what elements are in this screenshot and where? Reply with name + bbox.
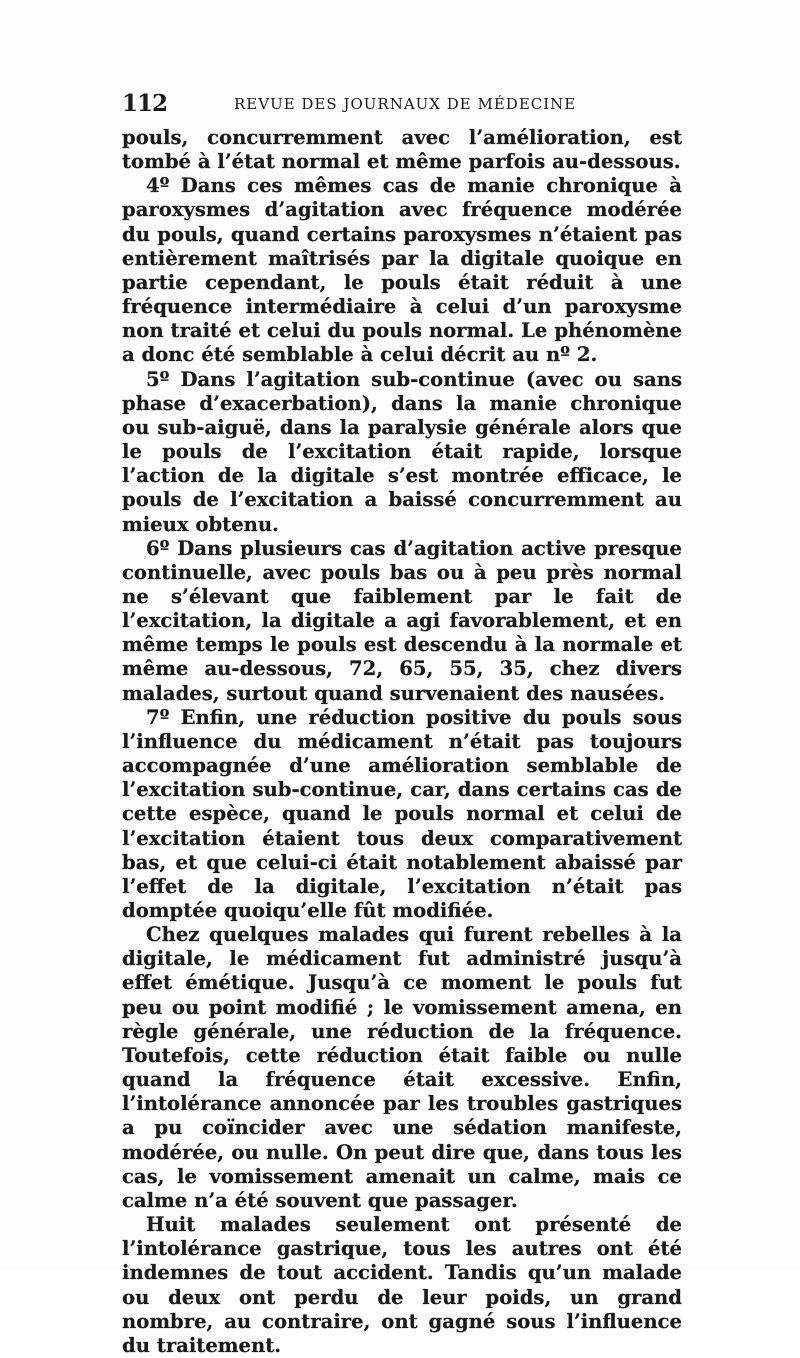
paragraph-continuation: pouls, concurremment avec l’amélioration, est tombé à l’état normal et même parfois au-dessous. — [122, 126, 682, 174]
paragraph-emetic-effect: Chez quelques malades qui furent rebelles à la digitale, le médicament fut administré jusqu’à effet émétique. Jusqu’à ce moment le pouls fut peu ou point modifié ; le vomissement amena, en règle générale, une réduction de la fréquence. Toutefois, cette réduction était faible ou nulle quand la fréquence était excessive. Enfin, l’intolérance annoncée par les troubles gastriques a pu coïncider avec une sédation manifeste, modérée, ou nulle. On peut dire que, dans tous les cas, le vomissement amenait un calme, mais ce calme n’a été souvent que passager. — [122, 923, 682, 1212]
journal-title: REVUE DES JOURNAUX DE MÉDECINE — [234, 95, 577, 113]
running-header — [122, 90, 682, 120]
paragraph-tolerance: Huit malades seulement ont présenté de l’intolérance gastrique, tous les autres ont été indemnes de tout accident. Tandis qu’un malade ou deux ont perdu de leur poids, un grand nombre, au contraire, ont gagné sous l’influence du traitement. — [122, 1213, 682, 1357]
paragraph-item-6: 6º Dans plusieurs cas d’agitation active presque continuelle, avec pouls bas ou à peu près normal ne s’élevant que faiblement par le fait de l’excitation, la digitale a agi favorablement, et en même temps le pouls est descendu à la normale et même au-dessous, 72, 65, 55, 35, chez divers malades, surtout quand survenaient des nausées. — [122, 536, 682, 705]
body-text — [122, 126, 682, 1358]
paragraph-item-4: 4º Dans ces mêmes cas de manie chronique à paroxysmes d’agitation avec fréquence modérée du pouls, quand certains paroxysmes n’étaient pas entièrement maîtrisés par la digitale quoique en partie cependant, le pouls était réduit à une fréquence intermédiaire à celui d’un paroxysme non traité et celui du pouls normal. Le phénomène a donc été semblable à celui décrit au nº 2. — [122, 174, 682, 367]
page-number: 112 — [122, 90, 168, 117]
paragraph-item-5: 5º Dans l’agitation sub-continue (avec ou sans phase d’exacerbation), dans la manie chronique ou sub-aiguë, dans la paralysie générale alors que le pouls de l’excitation était rapide, lorsque l’action de la digitale s’est montrée efficace, le pouls de l’excitation a baissé concurremment au mieux obtenu. — [122, 367, 682, 536]
paragraph-item-7: 7º Enfin, une réduction positive du pouls sous l’influence du médicament n’était pas toujours accompagnée d’une amélioration semblable de l’excitation sub-continue, car, dans certains cas de cette espèce, quand le pouls normal et celui de l’excitation étaient tous deux comparativement bas, et que celui-ci était notablement abaissé par l’effet de la digitale, l’excitation n’était pas domptée quoiqu’elle fût modifiée. — [122, 705, 682, 922]
